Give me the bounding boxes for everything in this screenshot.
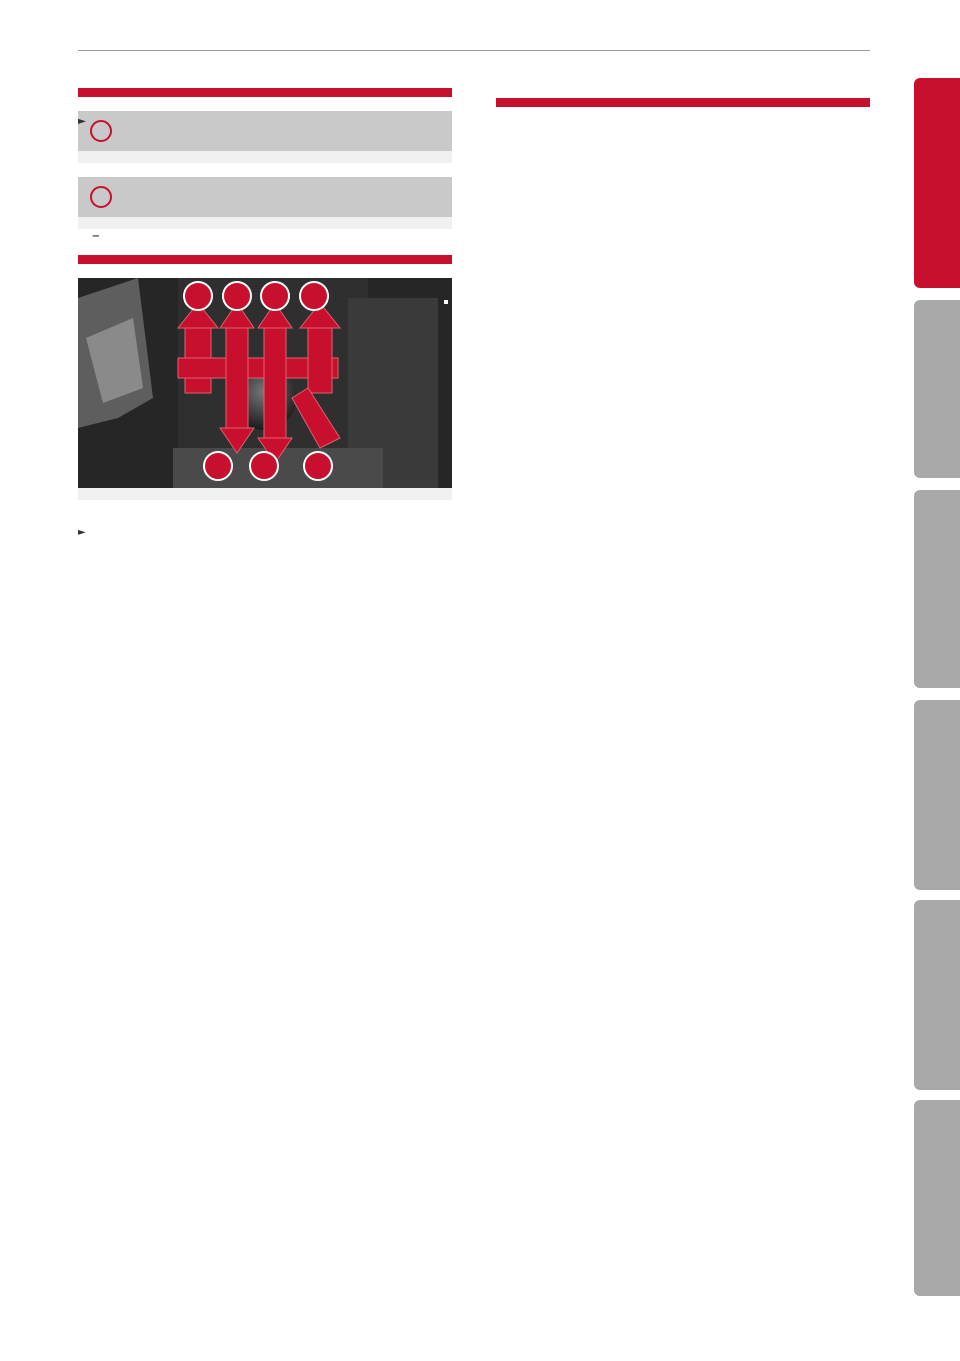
gearshift-lever-heading	[78, 88, 452, 97]
tab-controls-and-equipment[interactable]	[914, 78, 960, 288]
figure-caption	[78, 488, 452, 500]
tab-safety-first[interactable]	[914, 300, 960, 478]
gearshift-pattern-heading	[78, 255, 452, 264]
tips-box	[78, 177, 452, 229]
figure-code	[444, 300, 448, 304]
gearshift-illustration	[78, 278, 452, 488]
header-rule	[78, 50, 870, 51]
left-column	[78, 74, 452, 520]
tab-do-it-yourself-service[interactable]	[914, 900, 960, 1090]
tips-body	[78, 217, 452, 229]
introduction-heading	[496, 98, 870, 107]
warning-circle-icon	[90, 120, 112, 142]
tips-header	[78, 177, 452, 217]
right-column	[496, 76, 870, 123]
gearshift-pattern-figure	[78, 278, 452, 488]
tab-technical-data[interactable]	[914, 1100, 960, 1296]
note-box	[78, 111, 452, 163]
tab-vehicle-care[interactable]	[914, 700, 960, 890]
info-circle-icon	[90, 186, 112, 208]
note-header	[78, 111, 452, 151]
tab-vehicle-operation[interactable]	[914, 490, 960, 688]
note-text	[78, 151, 452, 163]
